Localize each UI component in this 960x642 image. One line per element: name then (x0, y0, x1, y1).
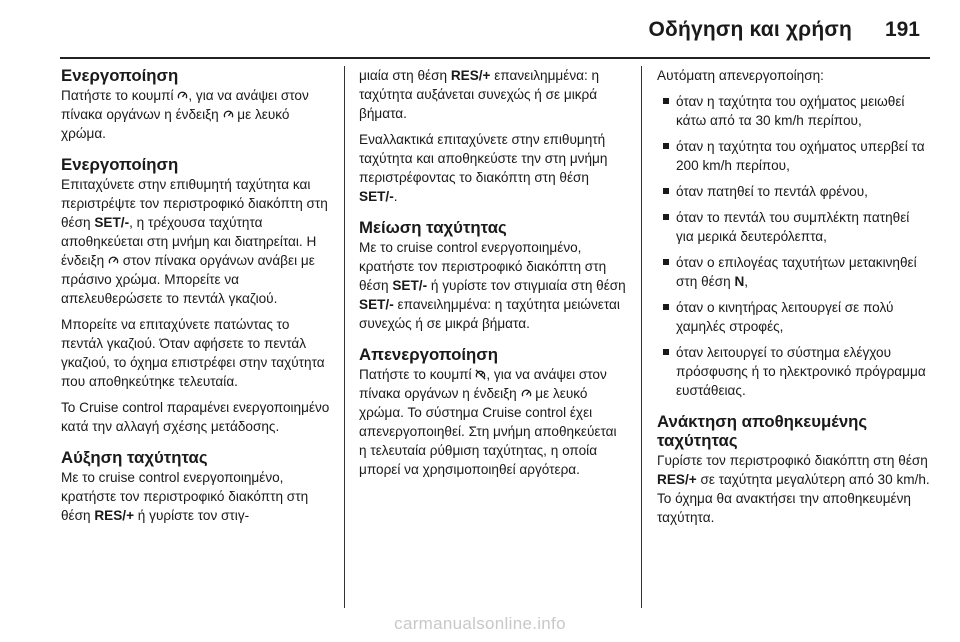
paragraph (359, 130, 627, 206)
switch-position: RES/+ (94, 508, 135, 523)
text: Με το cruise control ενεργοποιημένο, κρατήστε τον περιστροφικό διακόπτη στη θέση (359, 240, 607, 293)
text: Πατήστε το κουμπί (359, 367, 476, 382)
cruise-control-icon (223, 109, 234, 120)
bullet (663, 214, 669, 220)
text: Επιταχύνετε στην επιθυμητή ταχύτητα και περιστρέψτε τον περιστροφικό διακόπτη στη θέση (61, 177, 328, 230)
switch-position: SET/- (392, 278, 428, 293)
text: ή γυρίστε τον στιγμιαία στη θέση (427, 278, 626, 293)
section-activation-set (61, 155, 333, 308)
page-header (0, 0, 960, 50)
text: όταν ο κινητήρας λειτουργεί σε πολύ χαμηλές στροφές, (676, 300, 894, 334)
list-item (657, 137, 930, 175)
cruise-control-icon (108, 255, 119, 266)
text: όταν πατηθεί το πεντάλ φρένου, (676, 184, 868, 199)
section-heading: Ενεργοποίηση (61, 66, 179, 85)
header-rule (60, 57, 930, 59)
section-heading: Απενεργοποίηση (359, 345, 499, 364)
column-divider (641, 66, 642, 608)
paragraph (61, 175, 333, 308)
section-resume-speed (657, 412, 930, 527)
section-heading: Μείωση ταχύτητας (359, 218, 507, 237)
list-item (657, 298, 930, 336)
text: όταν λειτουργεί το σύστημα ελέγχου πρόσφυσης ή το ηλεκτρονικό πρόγραμμα ευστάθειας. (676, 345, 926, 398)
column-divider (344, 66, 345, 608)
section-decrease-speed (359, 218, 627, 333)
text: , η τρέχουσα ταχύτητα αποθηκεύεται στη μνήμη και διατηρείται. Η ένδειξη (61, 215, 317, 268)
text: , για να ανάψει στον πίνακα οργάνων η ένδειξη (359, 367, 607, 401)
list-item (657, 343, 930, 400)
bullet (663, 304, 669, 310)
paragraph: Μπορείτε να επιταχύνετε πατώντας το πεντάλ γκαζιού. Όταν αφήσετε το πεντάλ γκαζιού, το όχημα επιστρέφει στην ταχύτητα που αποθηκεύτηκε τελευταία. (61, 317, 325, 389)
text: , (744, 274, 749, 289)
paragraph (359, 365, 627, 479)
switch-position: RES/+ (450, 68, 491, 83)
switch-position: SET/- (359, 189, 394, 204)
column-3 (657, 66, 930, 534)
cruise-off-icon (475, 369, 486, 380)
text: με λευκό χρώμα. Το σύστημα Cruise control έχει απενεργοποιηθεί. Στη μνήμη αποθηκεύεται η τελευταία ρύθμιση ταχύτητας, η οποία μπορεί να χρησιμοποιηθεί αργότερα. (359, 386, 617, 477)
text: Γυρίστε τον περιστροφικό διακόπτη στη θέση (657, 453, 928, 468)
text: Πατήστε το κουμπί (61, 88, 178, 103)
section-heading: Ανάκτηση αποθηκευμένης ταχύτητας (657, 412, 868, 450)
watermark: carmanualsonline.info (394, 614, 566, 633)
cruise-control-icon (521, 388, 532, 399)
bullet (663, 98, 669, 104)
page-title: Οδήγηση και χρήση (648, 18, 852, 41)
paragraph (657, 451, 930, 527)
text: όταν ο επιλογέας ταχυτήτων μετακινηθεί στη θέση (676, 255, 917, 289)
list-item (657, 92, 930, 130)
section-increase-speed (61, 448, 333, 525)
switch-position: SET/- (359, 297, 394, 312)
bullet (663, 188, 669, 194)
column-2 (359, 66, 627, 486)
text: Εναλλακτικά επιταχύνετε στην επιθυμητή ταχύτητα και αποθηκεύστε την στη μνήμη περιστρέφοντας το διακόπτη στη θέση (359, 132, 608, 185)
text: με λευκό χρώμα. (61, 107, 290, 141)
column-1 (61, 66, 333, 532)
bullet (663, 143, 669, 149)
paragraph (61, 86, 333, 143)
text: επανειλημμένα: η ταχύτητα αυξάνεται συνεχώς ή σε μικρά βήματα. (359, 68, 600, 121)
paragraph (61, 468, 333, 525)
page-number: 191 (884, 18, 920, 41)
paragraph (359, 238, 627, 333)
text: Με το cruise control ενεργοποιημένο, κρατήστε τον περιστροφικό διακόπτη στη θέση (61, 470, 309, 523)
bullet (663, 259, 669, 265)
list-item (657, 182, 930, 201)
list-item (657, 208, 930, 246)
text: στον πίνακα οργάνων ανάβει με πράσινο χρώμα. Μπορείτε να απελευθερώσετε το πεντάλ γκαζιού. (61, 253, 315, 306)
section-deactivation (359, 345, 627, 479)
bullet (663, 349, 669, 355)
section-activation-button (61, 66, 333, 143)
section-heading: Ενεργοποίηση (61, 155, 179, 174)
auto-deactivation-list (657, 92, 930, 400)
section-heading: Αύξηση ταχύτητας (61, 448, 208, 467)
text: . (393, 189, 398, 204)
gear-position: N (734, 274, 745, 289)
text: επανειλημμένα: η ταχύτητα μειώνεται συνεχώς ή σε μικρά βήματα. (359, 297, 620, 331)
switch-position: RES/+ (657, 472, 697, 487)
text: όταν η ταχύτητα του οχήματος υπερβεί τα 200 km/h περίπου, (676, 139, 925, 173)
paragraph (359, 66, 627, 123)
switch-position: SET/- (94, 215, 130, 230)
paragraph: Αυτόματη απενεργοποίηση: (657, 68, 824, 83)
text: , για να ανάψει στον πίνακα οργάνων η ένδειξη (61, 88, 309, 122)
text: όταν το πεντάλ του συμπλέκτη πατηθεί για μερικά δευτερόλεπτα, (676, 210, 910, 244)
list-item (657, 253, 930, 291)
text: ή γυρίστε τον στιγ- (134, 508, 250, 523)
text: όταν η ταχύτητα του οχήματος μειωθεί κάτω από τα 30 km/h περίπου, (676, 94, 905, 128)
paragraph: Το Cruise control παραμένει ενεργοποιημένο κατά την αλλαγή σχέσης μετάδοσης. (61, 400, 330, 434)
text: σε ταχύτητα μεγαλύτερη από 30 km/h. Το όχημα θα ανακτήσει την αποθηκευμένη ταχύτητα. (657, 472, 930, 525)
text: μιαία στη θέση (359, 68, 451, 83)
cruise-control-icon (177, 90, 188, 101)
